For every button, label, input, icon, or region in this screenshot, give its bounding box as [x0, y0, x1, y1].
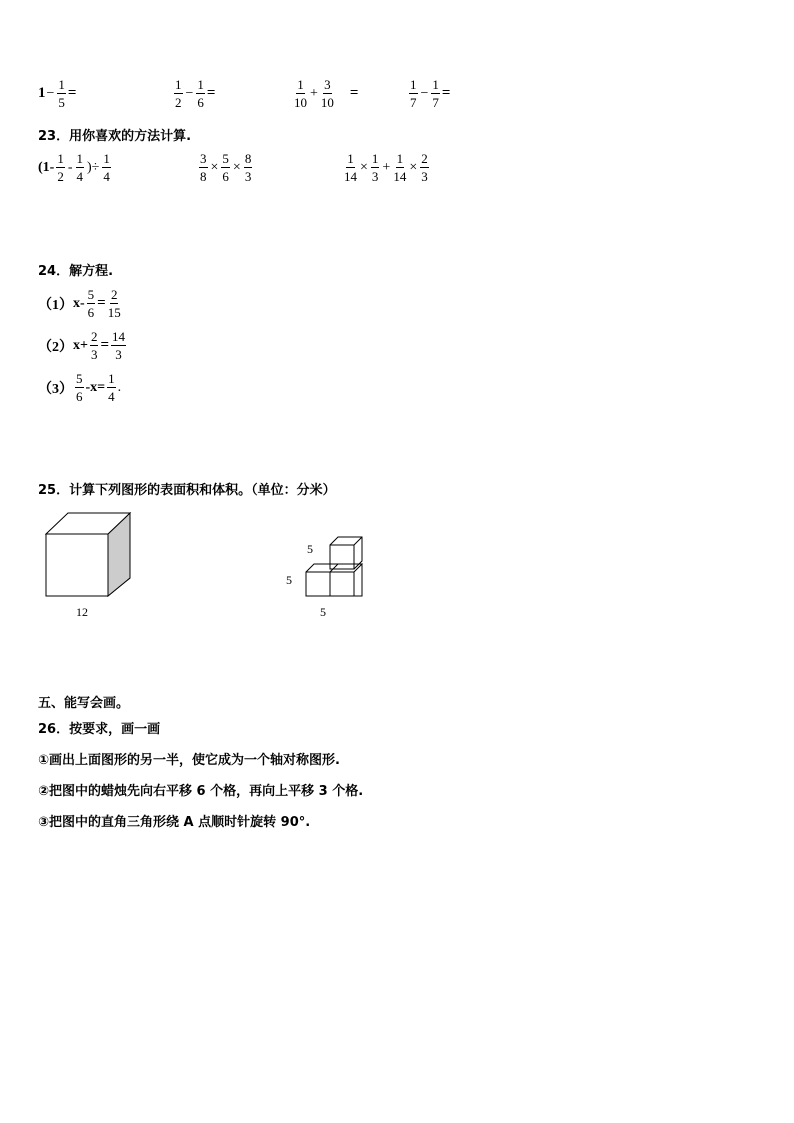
fraction [107, 372, 116, 403]
fraction [111, 330, 126, 361]
equation-tag: （3） [38, 381, 73, 397]
text: x- [73, 295, 85, 311]
text: -x= [85, 379, 106, 395]
cube-top-front [330, 545, 354, 569]
cube-bottom-right-depth [354, 564, 362, 596]
fraction [102, 152, 111, 183]
q24-equation-1 [38, 288, 123, 319]
denominator: 4 [103, 169, 110, 184]
fraction [431, 78, 440, 109]
expr-half-minus-sixth [172, 78, 215, 109]
equation-tag: （1） [38, 297, 73, 313]
numerator: 1 [197, 77, 204, 92]
equals-sign: = [67, 85, 77, 101]
fraction [294, 78, 307, 109]
fraction [90, 330, 99, 361]
denominator: 4 [76, 169, 83, 184]
q24-equation-3 [38, 372, 121, 403]
numerator: 2 [421, 151, 428, 166]
fraction [393, 152, 406, 183]
operator: − [46, 85, 55, 101]
numerator: 1 [432, 77, 439, 92]
denominator: 3 [244, 169, 252, 184]
question-23-title: 23．用你喜欢的方法计算. [38, 129, 192, 144]
denominator: 2 [57, 169, 64, 184]
denominator: 3 [371, 169, 379, 184]
numerator: 1 [396, 151, 404, 166]
q23-expr-3 [342, 152, 431, 183]
figure-top-label: 5 [307, 542, 313, 556]
q23-expr-2 [197, 152, 254, 183]
denominator: 10 [294, 95, 307, 110]
denominator: 2 [175, 95, 182, 110]
denominator: 7 [410, 95, 417, 110]
equation-tag: （2） [38, 339, 73, 355]
equals-sign: = [97, 295, 106, 311]
fraction [199, 152, 208, 183]
numerator: 1 [57, 151, 64, 166]
expr-1-minus-one-fifth [38, 78, 76, 109]
number: 1 [38, 85, 46, 101]
fraction [87, 288, 96, 319]
question-24-title: 24．解方程. [38, 264, 114, 279]
denominator: 3 [90, 347, 98, 362]
operator: )÷ [87, 159, 100, 175]
operator: − [420, 85, 429, 101]
q26-item-1: ①画出上面图形的另一半，使它成为一个轴对称图形. [38, 753, 340, 768]
numerator: 1 [371, 151, 379, 166]
fraction [56, 152, 65, 183]
cube-bottom-left-depth [306, 564, 338, 572]
numerator: 2 [110, 287, 118, 302]
operator: × [232, 159, 241, 175]
numerator: 1 [76, 151, 83, 166]
expr-tenth-plus-three-tenths [292, 78, 358, 109]
fraction [76, 152, 85, 183]
numerator: 1 [103, 151, 110, 166]
fraction [244, 152, 253, 183]
q24-equation-2 [38, 330, 128, 361]
numerator: 1 [108, 371, 115, 386]
edge [330, 564, 338, 572]
operator: − [185, 85, 194, 101]
numerator: 14 [112, 329, 126, 344]
denominator: 6 [87, 305, 95, 320]
fraction [196, 78, 205, 109]
figure-bottom-label: 5 [320, 605, 326, 619]
fraction [108, 288, 121, 319]
denominator: 14 [393, 169, 407, 184]
question-26-title: 26．按要求，画一画 [38, 722, 161, 737]
operator: × [409, 159, 418, 175]
operator: × [210, 159, 219, 175]
operator: × [360, 159, 368, 175]
cube-front-face [46, 534, 108, 596]
fraction [57, 78, 66, 109]
denominator: 14 [344, 169, 357, 184]
fraction [344, 152, 357, 183]
fraction [371, 152, 380, 183]
q23-expr-1 [38, 152, 113, 183]
section-5-title: 五、能写会画。 [38, 696, 130, 711]
text: x+ [73, 337, 88, 353]
equals-sign: = [100, 337, 110, 353]
edge [354, 537, 362, 545]
fraction [409, 78, 418, 109]
numerator: 8 [244, 151, 252, 166]
equals-sign: = [349, 85, 359, 101]
stacked-cubes-figure [298, 530, 370, 602]
cube-bottom-left-front [306, 572, 330, 596]
numerator: 2 [90, 329, 98, 344]
fraction [221, 152, 230, 183]
numerator: 1 [347, 151, 354, 166]
numerator: 1 [297, 77, 304, 92]
denominator: 8 [200, 169, 207, 184]
cube-figure [40, 508, 140, 603]
cube-edge-label: 12 [76, 605, 88, 619]
denominator: 3 [421, 169, 428, 184]
numerator: 1 [175, 77, 182, 92]
equals-sign: = [441, 85, 451, 101]
denominator: 6 [76, 389, 83, 404]
expr-seventh-minus-seventh [407, 78, 450, 109]
denominator: 10 [320, 95, 334, 110]
operator: + [310, 85, 318, 101]
fraction [321, 78, 334, 109]
cube-bottom-right-front [330, 572, 354, 596]
numerator: 1 [58, 77, 65, 92]
operator: - [67, 159, 73, 175]
text: . [117, 379, 122, 395]
text: (1- [38, 159, 55, 175]
numerator: 5 [222, 151, 229, 166]
denominator: 15 [107, 305, 121, 320]
denominator: 6 [197, 95, 204, 110]
denominator: 3 [115, 347, 122, 362]
numerator: 1 [410, 77, 417, 92]
denominator: 4 [108, 389, 115, 404]
denominator: 5 [58, 95, 65, 110]
figure-left-label: 5 [286, 573, 292, 587]
numerator: 3 [200, 151, 207, 166]
question-25-title: 25．计算下列图形的表面积和体积。（单位：分米） [38, 483, 336, 498]
q26-item-2: ②把图中的蜡烛先向右平移 6 个格，再向上平移 3 个格. [38, 784, 364, 799]
numerator: 5 [87, 287, 95, 302]
operator: + [382, 159, 391, 175]
fraction [75, 372, 84, 403]
denominator: 6 [222, 169, 229, 184]
equals-sign: = [206, 85, 216, 101]
numerator: 3 [324, 77, 331, 92]
numerator: 5 [76, 371, 83, 386]
q26-item-3: ③把图中的直角三角形绕 A 点顺时针旋转 90°. [38, 815, 311, 830]
fraction [174, 78, 183, 109]
fraction [420, 152, 429, 183]
denominator: 7 [432, 95, 439, 110]
